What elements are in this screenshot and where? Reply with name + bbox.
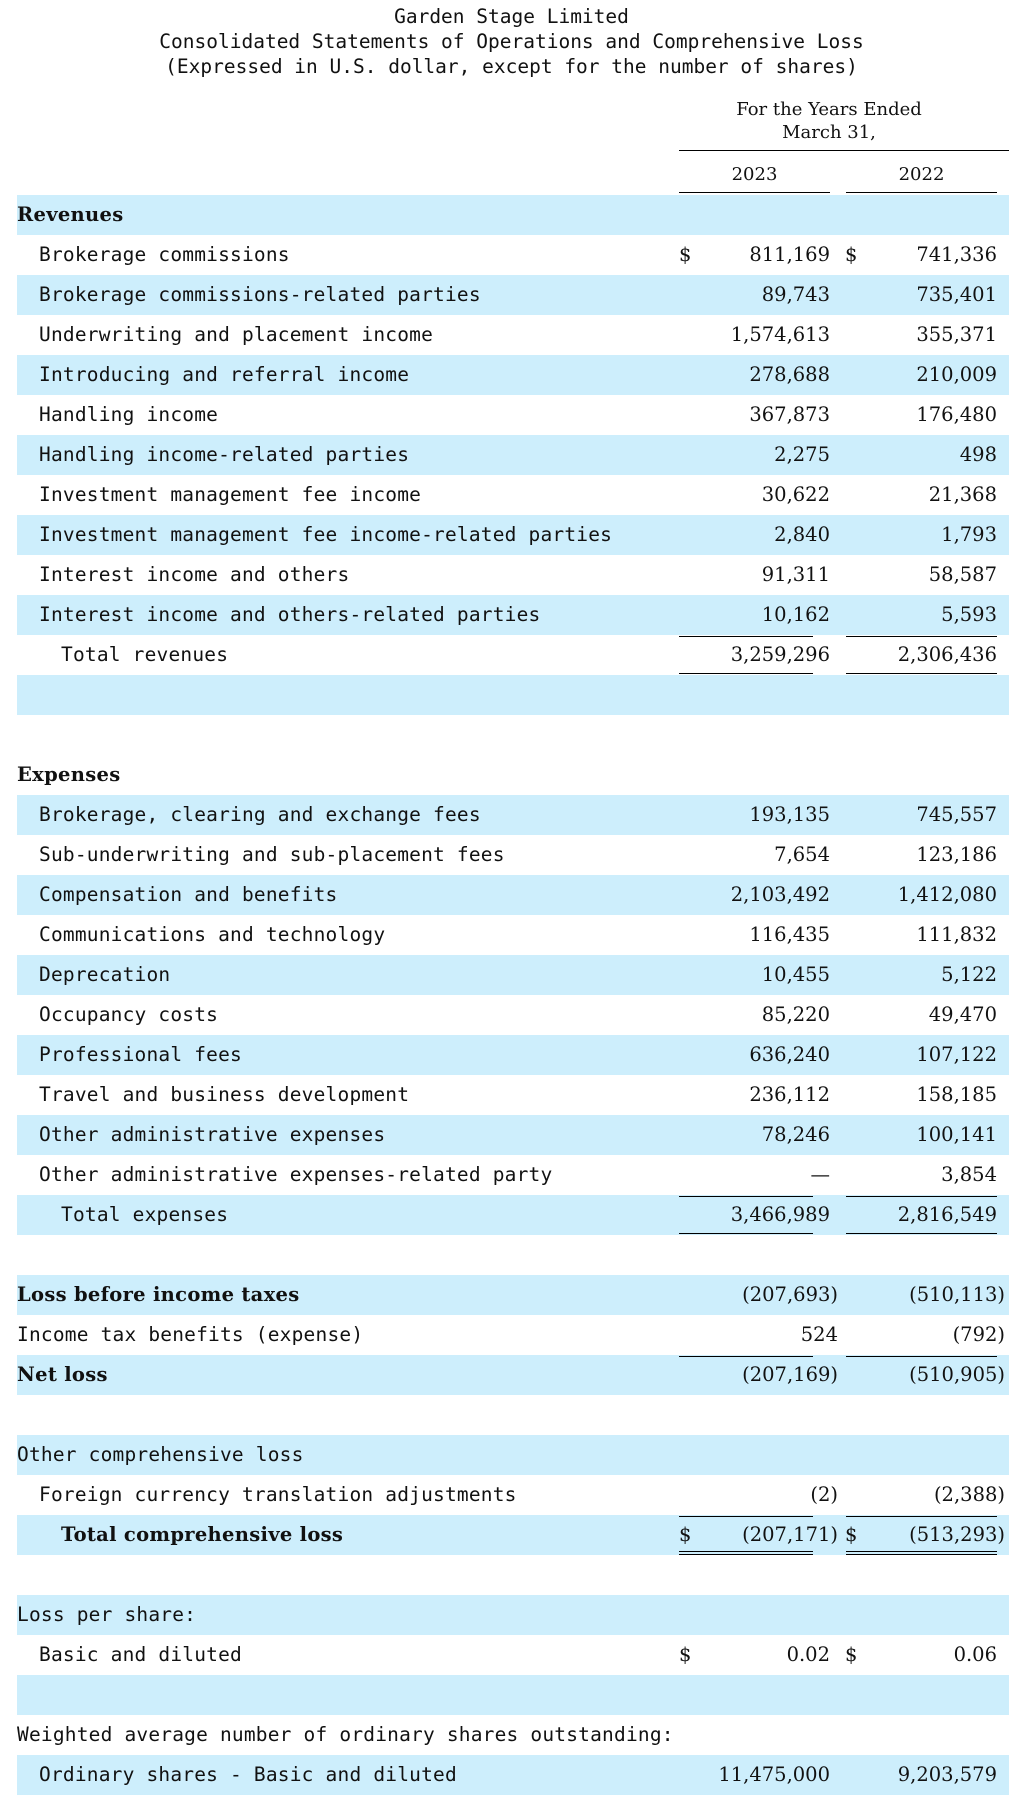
value-2023: 10,455 bbox=[761, 963, 830, 986]
value-2023: 116,435 bbox=[749, 923, 830, 946]
year-2022-rule bbox=[846, 192, 997, 193]
table-row bbox=[17, 1715, 1009, 1755]
value-2023: 85,220 bbox=[761, 1003, 830, 1026]
value-2023: 0.02 bbox=[786, 1643, 830, 1666]
table-row bbox=[17, 1075, 1009, 1115]
total-rule bbox=[679, 1233, 813, 1234]
value-2022: 2,306,436 bbox=[897, 643, 997, 666]
period-heading-line1: For the Years Ended bbox=[736, 99, 922, 120]
company-name: Garden Stage Limited bbox=[394, 5, 629, 28]
row-label: Other comprehensive loss bbox=[17, 1443, 304, 1466]
row-label: Interest income and others bbox=[39, 563, 350, 586]
row-label: Loss before income taxes bbox=[17, 1283, 300, 1306]
row-label: Total revenues bbox=[61, 643, 229, 666]
table-row bbox=[17, 195, 1009, 235]
spacer-row bbox=[17, 1555, 1009, 1595]
table-row bbox=[17, 1115, 1009, 1155]
value-2023: 89,743 bbox=[761, 283, 830, 306]
row-label: Occupancy costs bbox=[39, 1003, 219, 1026]
row-label: Loss per share: bbox=[17, 1603, 197, 1626]
currency-symbol-2022: $ bbox=[845, 243, 858, 266]
table-row bbox=[17, 1435, 1009, 1475]
value-2023: 367,873 bbox=[749, 403, 830, 426]
row-label: Interest income and others-related parties bbox=[39, 603, 541, 626]
table-row bbox=[17, 875, 1009, 915]
row-label: Travel and business development bbox=[39, 1083, 410, 1106]
row-label: Basic and diluted bbox=[39, 1643, 242, 1666]
total-rule bbox=[846, 673, 997, 674]
value-2022: 123,186 bbox=[916, 843, 997, 866]
value-2022: 0.06 bbox=[953, 1643, 997, 1666]
value-2023: 91,311 bbox=[761, 563, 830, 586]
value-2022: 5,593 bbox=[941, 603, 997, 626]
value-2023: (207,171) bbox=[742, 1523, 838, 1546]
value-2023: 193,135 bbox=[749, 803, 830, 826]
row-label: Brokerage, clearing and exchange fees bbox=[39, 803, 481, 826]
value-2023: (207,169) bbox=[742, 1363, 838, 1386]
value-2023: 11,475,000 bbox=[718, 1763, 830, 1786]
row-label: Sub-underwriting and sub-placement fees bbox=[39, 843, 505, 866]
row-label: Handling income-related parties bbox=[39, 443, 410, 466]
currency-symbol-2023: $ bbox=[679, 1523, 692, 1546]
table-row bbox=[17, 1755, 1009, 1795]
row-label: Professional fees bbox=[39, 1043, 242, 1066]
value-2022: 498 bbox=[959, 443, 997, 466]
value-2022: 1,793 bbox=[941, 523, 997, 546]
spacer-row bbox=[17, 1395, 1009, 1435]
subtotal-rule bbox=[679, 636, 813, 637]
value-2022: 745,557 bbox=[916, 803, 997, 826]
currency-symbol-2023: $ bbox=[679, 243, 692, 266]
row-label: Foreign currency translation adjustments bbox=[39, 1483, 517, 1506]
subtotal-rule bbox=[679, 1356, 813, 1357]
row-label: Communications and technology bbox=[39, 923, 386, 946]
row-label: Compensation and benefits bbox=[39, 883, 338, 906]
subtotal-rule bbox=[846, 1196, 997, 1197]
row-label: Expenses bbox=[17, 763, 121, 786]
value-2023: 1,574,613 bbox=[730, 323, 830, 346]
row-label: Other administrative expenses-related party bbox=[39, 1163, 553, 1186]
table-row bbox=[17, 1475, 1009, 1515]
value-2022: (792) bbox=[952, 1323, 1005, 1346]
row-label: Ordinary shares - Basic and diluted bbox=[39, 1763, 457, 1786]
row-label: Deprecation bbox=[39, 963, 171, 986]
statement-title: Consolidated Statements of Operations and Comprehensive Loss bbox=[159, 30, 864, 53]
table-row bbox=[17, 355, 1009, 395]
subtotal-rule bbox=[846, 1356, 997, 1357]
table-row bbox=[17, 275, 1009, 315]
table-row bbox=[17, 915, 1009, 955]
value-2022: 210,009 bbox=[916, 363, 997, 386]
value-2022: 2,816,549 bbox=[897, 1203, 997, 1226]
value-2022: 176,480 bbox=[916, 403, 997, 426]
table-row bbox=[17, 315, 1009, 355]
value-2023: 2,840 bbox=[774, 523, 830, 546]
table-row bbox=[17, 235, 1009, 275]
total-rule bbox=[846, 1233, 997, 1234]
currency-symbol-2022: $ bbox=[845, 1643, 858, 1666]
table-row bbox=[17, 475, 1009, 515]
table-row bbox=[17, 515, 1009, 555]
table-row bbox=[17, 395, 1009, 435]
value-2023: 2,275 bbox=[774, 443, 830, 466]
subtotal-rule bbox=[679, 1516, 813, 1517]
value-2023: — bbox=[810, 1163, 830, 1186]
value-2022: 735,401 bbox=[916, 283, 997, 306]
value-2022: (510,113) bbox=[909, 1283, 1005, 1306]
row-label: Investment management fee income bbox=[39, 483, 422, 506]
year-2022-heading: 2022 bbox=[898, 164, 945, 185]
value-2022: (513,293) bbox=[909, 1523, 1005, 1546]
row-label: Handling income bbox=[39, 403, 219, 426]
value-2022: 49,470 bbox=[928, 1003, 997, 1026]
row-label: Introducing and referral income bbox=[39, 363, 410, 386]
spacer-row bbox=[17, 1235, 1009, 1275]
subtotal-rule bbox=[846, 1516, 997, 1517]
row-label: Total comprehensive loss bbox=[61, 1523, 344, 1546]
value-2023: 7,654 bbox=[774, 843, 830, 866]
table-row bbox=[17, 755, 1009, 795]
row-label: Underwriting and placement income bbox=[39, 323, 434, 346]
value-2023: (2) bbox=[810, 1483, 838, 1506]
value-2022: (2,388) bbox=[933, 1483, 1005, 1506]
currency-symbol-2022: $ bbox=[845, 1523, 858, 1546]
value-2023: 78,246 bbox=[761, 1123, 830, 1146]
row-label: Revenues bbox=[17, 203, 124, 226]
value-2023: 524 bbox=[800, 1323, 838, 1346]
table-row bbox=[17, 1515, 1009, 1555]
value-2022: 1,412,080 bbox=[897, 883, 997, 906]
value-2023: 811,169 bbox=[749, 243, 830, 266]
value-2023: 2,103,492 bbox=[730, 883, 830, 906]
table-row bbox=[17, 1315, 1009, 1355]
row-label: Income tax benefits (expense) bbox=[17, 1323, 364, 1346]
table-row bbox=[17, 955, 1009, 995]
table-row bbox=[17, 595, 1009, 635]
statement-subtitle: (Expressed in U.S. dollar, except for the number of shares) bbox=[165, 55, 858, 78]
table-row bbox=[17, 555, 1009, 595]
table-row bbox=[17, 835, 1009, 875]
year-2023-rule bbox=[679, 192, 830, 193]
table-row bbox=[17, 1275, 1009, 1315]
table-row bbox=[17, 675, 1009, 715]
value-2022: 158,185 bbox=[916, 1083, 997, 1106]
value-2022: 3,854 bbox=[941, 1163, 997, 1186]
value-2022: (510,905) bbox=[909, 1363, 1005, 1386]
value-2022: 107,122 bbox=[916, 1043, 997, 1066]
period-heading-line2: March 31, bbox=[782, 122, 876, 143]
value-2023: 636,240 bbox=[749, 1043, 830, 1066]
table-row bbox=[17, 795, 1009, 835]
row-label: Brokerage commissions bbox=[39, 243, 290, 266]
statement-table bbox=[17, 195, 1009, 1795]
value-2022: 21,368 bbox=[928, 483, 997, 506]
total-rule bbox=[679, 673, 813, 674]
value-2023: 30,622 bbox=[761, 483, 830, 506]
table-row bbox=[17, 1195, 1009, 1235]
value-2022: 58,587 bbox=[928, 563, 997, 586]
value-2023: (207,693) bbox=[742, 1283, 838, 1306]
table-row bbox=[17, 635, 1009, 675]
value-2023: 3,259,296 bbox=[730, 643, 830, 666]
subtotal-rule bbox=[679, 1196, 813, 1197]
value-2022: 9,203,579 bbox=[897, 1763, 997, 1786]
row-label: Brokerage commissions-related parties bbox=[39, 283, 481, 306]
subtotal-rule bbox=[846, 636, 997, 637]
value-2022: 741,336 bbox=[916, 243, 997, 266]
table-row bbox=[17, 995, 1009, 1035]
table-row bbox=[17, 1635, 1009, 1675]
value-2022: 100,141 bbox=[916, 1123, 997, 1146]
value-2023: 10,162 bbox=[761, 603, 830, 626]
table-row bbox=[17, 1035, 1009, 1075]
table-row bbox=[17, 1595, 1009, 1635]
table-row bbox=[17, 435, 1009, 475]
row-label: Weighted average number of ordinary shares outstanding: bbox=[17, 1723, 674, 1746]
row-label: Investment management fee income-related parties bbox=[39, 523, 613, 546]
value-2022: 111,832 bbox=[916, 923, 997, 946]
value-2023: 236,112 bbox=[749, 1083, 830, 1106]
table-row bbox=[17, 1675, 1009, 1715]
period-heading-rule bbox=[679, 150, 1009, 151]
row-label: Other administrative expenses bbox=[39, 1123, 386, 1146]
row-label: Net loss bbox=[17, 1363, 108, 1386]
value-2023: 3,466,989 bbox=[730, 1203, 830, 1226]
row-label: Total expenses bbox=[61, 1203, 229, 1226]
table-row bbox=[17, 1155, 1009, 1195]
spacer-row bbox=[17, 715, 1009, 755]
table-row bbox=[17, 1355, 1009, 1395]
currency-symbol-2023: $ bbox=[679, 1643, 692, 1666]
value-2023: 278,688 bbox=[749, 363, 830, 386]
value-2022: 5,122 bbox=[941, 963, 997, 986]
year-2023-heading: 2023 bbox=[731, 164, 778, 185]
value-2022: 355,371 bbox=[916, 323, 997, 346]
